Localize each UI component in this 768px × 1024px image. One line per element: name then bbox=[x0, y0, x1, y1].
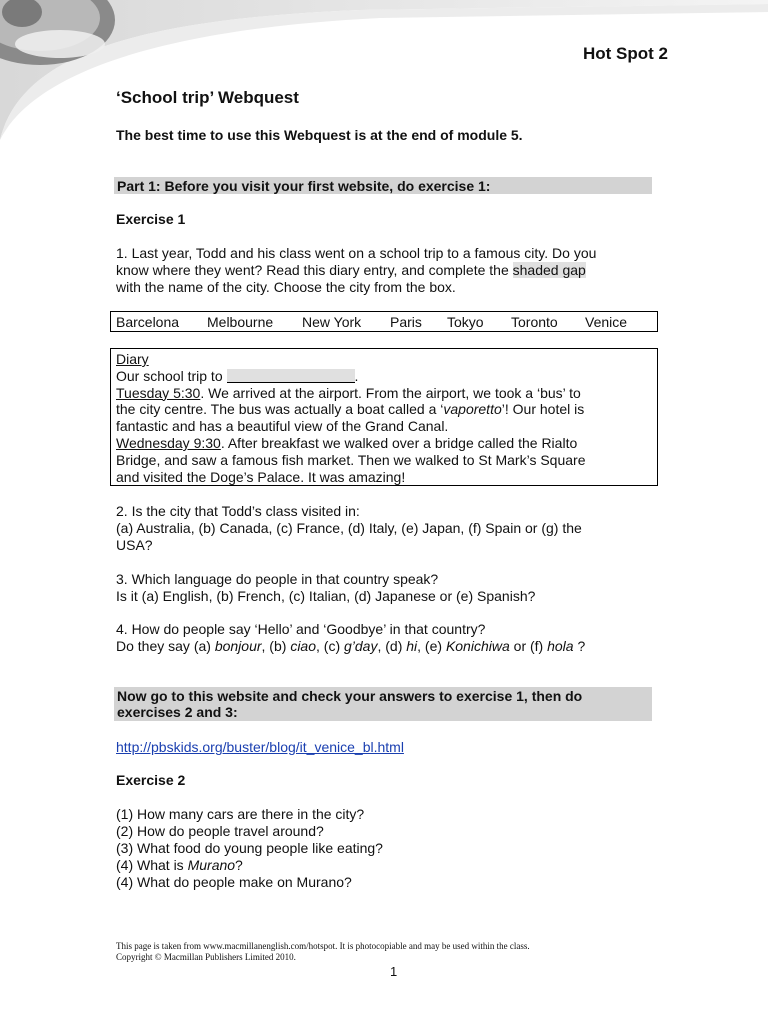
city-option: Paris bbox=[390, 313, 422, 330]
list-item: (3) What food do young people like eating? bbox=[116, 840, 383, 856]
shaded-gap-label: shaded gap bbox=[512, 262, 586, 278]
page-title: ‘School trip’ Webquest bbox=[116, 88, 299, 107]
hot-spot-logo-swoosh bbox=[0, 0, 768, 140]
city-option: Tokyo bbox=[447, 313, 484, 330]
city-option: Toronto bbox=[511, 313, 558, 330]
page-number: 1 bbox=[390, 964, 398, 979]
part2-banner: Now go to this website and check your answers to exercise 1, then do exercises 2 and 3: bbox=[114, 687, 652, 721]
list-item: (4) What do people make on Murano? bbox=[116, 874, 352, 890]
diary-entry-box: Diary Our school trip to . Tuesday 5:30. We arrived at the airport. From the airport, we took a ‘bus’ to the city centre. The bus was actually a boat called a ‘vaporetto’! Our hotel is fantastic and has a beautiful view of the Grand Canal. Wednesday 9:30. After breakfast we walked over a bridge called the Rialto Bridge, and saw a famous fish market. Then we walked to St Mark’s Square and visited the Doge’s Palace. It was amazing! bbox=[110, 348, 658, 486]
part1-banner: Part 1: Before you visit your first website, do exercise 1: bbox=[114, 177, 652, 194]
diary-date-tuesday: Tuesday 5:30 bbox=[116, 384, 201, 401]
city-option: New York bbox=[302, 313, 362, 330]
copyright-footer: This page is taken from www.macmillanenglish.com/hotspot. It is photocopiable and may be used within the class. Copyright © Macmillan Publishers Limited 2010. bbox=[116, 941, 530, 962]
diary-heading: Diary bbox=[116, 351, 149, 367]
hot-spot-label: Hot Spot 2 bbox=[583, 44, 668, 63]
exercise2-questions bbox=[116, 806, 383, 891]
list-item: (4) What is Murano? bbox=[116, 857, 243, 873]
exercise1-question3: 3. Which language do people in that country speak? Is it (a) English, (b) French, (c) Italian, (d) Japanese or (e) Spanish? bbox=[116, 571, 536, 604]
page-subtitle: The best time to use this Webquest is at the end of module 5. bbox=[116, 127, 523, 143]
exercise1-question4: 4. How do people say ‘Hello’ and ‘Goodbye’ in that country? Do they say (a) bonjour, (b) ciao, (c) g’day, (d) hi, (e) Konichiwa or (f) hola ? bbox=[116, 621, 586, 654]
list-item: (1) How many cars are there in the city? bbox=[116, 806, 365, 822]
city-option: Melbourne bbox=[207, 313, 274, 330]
exercise1-question2: 2. Is the city that Todd’s class visited in: (a) Australia, (b) Canada, (c) France, (d) Italy, (e) Japan, (f) Spain or (g) the USA? bbox=[116, 503, 582, 553]
website-link[interactable]: http://pbskids.org/buster/blog/it_venice_bl.html bbox=[116, 739, 404, 755]
list-item: (2) How do people travel around? bbox=[116, 823, 324, 839]
city-answer-blank[interactable] bbox=[227, 369, 355, 383]
diary-date-wednesday: Wednesday 9:30 bbox=[116, 434, 221, 451]
city-options-box bbox=[110, 311, 658, 332]
exercise1-question1: 1. Last year, Todd and his class went on a school trip to a famous city. Do you know where they went? Read this diary entry, and complete the shaded gap with the name of the city. Choose the city from the box. bbox=[116, 245, 597, 295]
exercise1-heading: Exercise 1 bbox=[116, 211, 186, 227]
city-option: Barcelona bbox=[116, 313, 180, 330]
exercise2-heading: Exercise 2 bbox=[116, 772, 186, 788]
city-option: Venice bbox=[585, 313, 628, 330]
